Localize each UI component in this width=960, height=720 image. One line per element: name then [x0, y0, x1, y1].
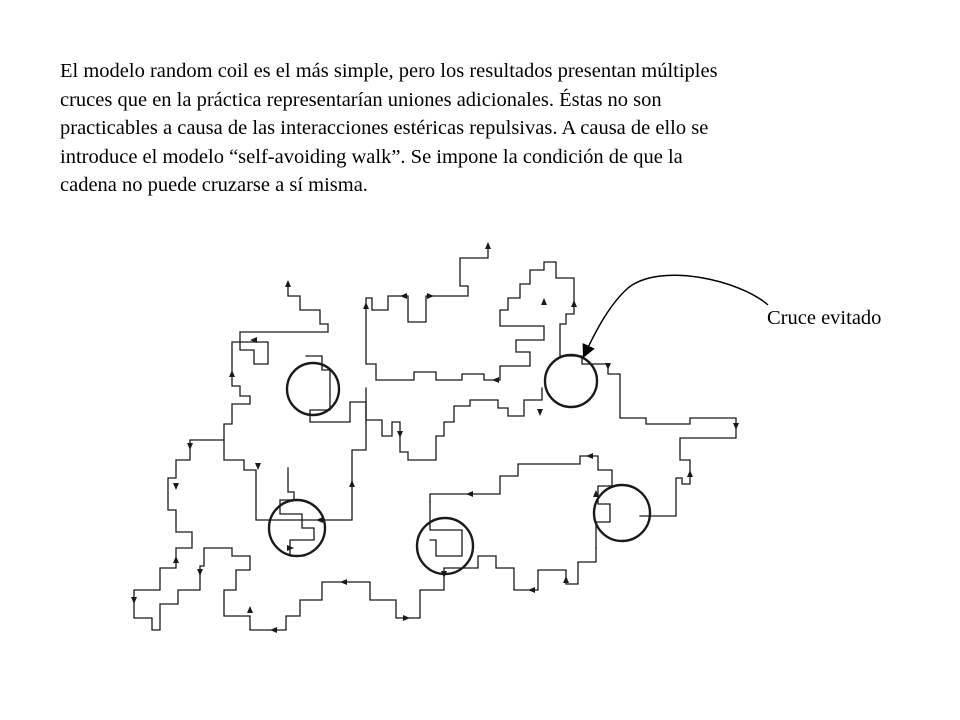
paragraph-line-4: introduce el modelo “self-avoiding walk”. Se impone la condición de que la	[60, 145, 683, 168]
paragraph-line-5: cadena no puede cruzarse a sí misma.	[60, 174, 368, 197]
callout-label: Cruce evitado	[767, 307, 882, 329]
paragraph-line-2: cruces que en la práctica representarían uniones adicionales. Éstas no son	[60, 88, 662, 111]
paragraph-line-1: El modelo random coil es el más simple, pero los resultados presentan múltiples	[60, 60, 718, 82]
paragraph-line-3: practicables a causa de las interacciones estéricas repulsivas. A causa de ello se	[60, 117, 709, 140]
